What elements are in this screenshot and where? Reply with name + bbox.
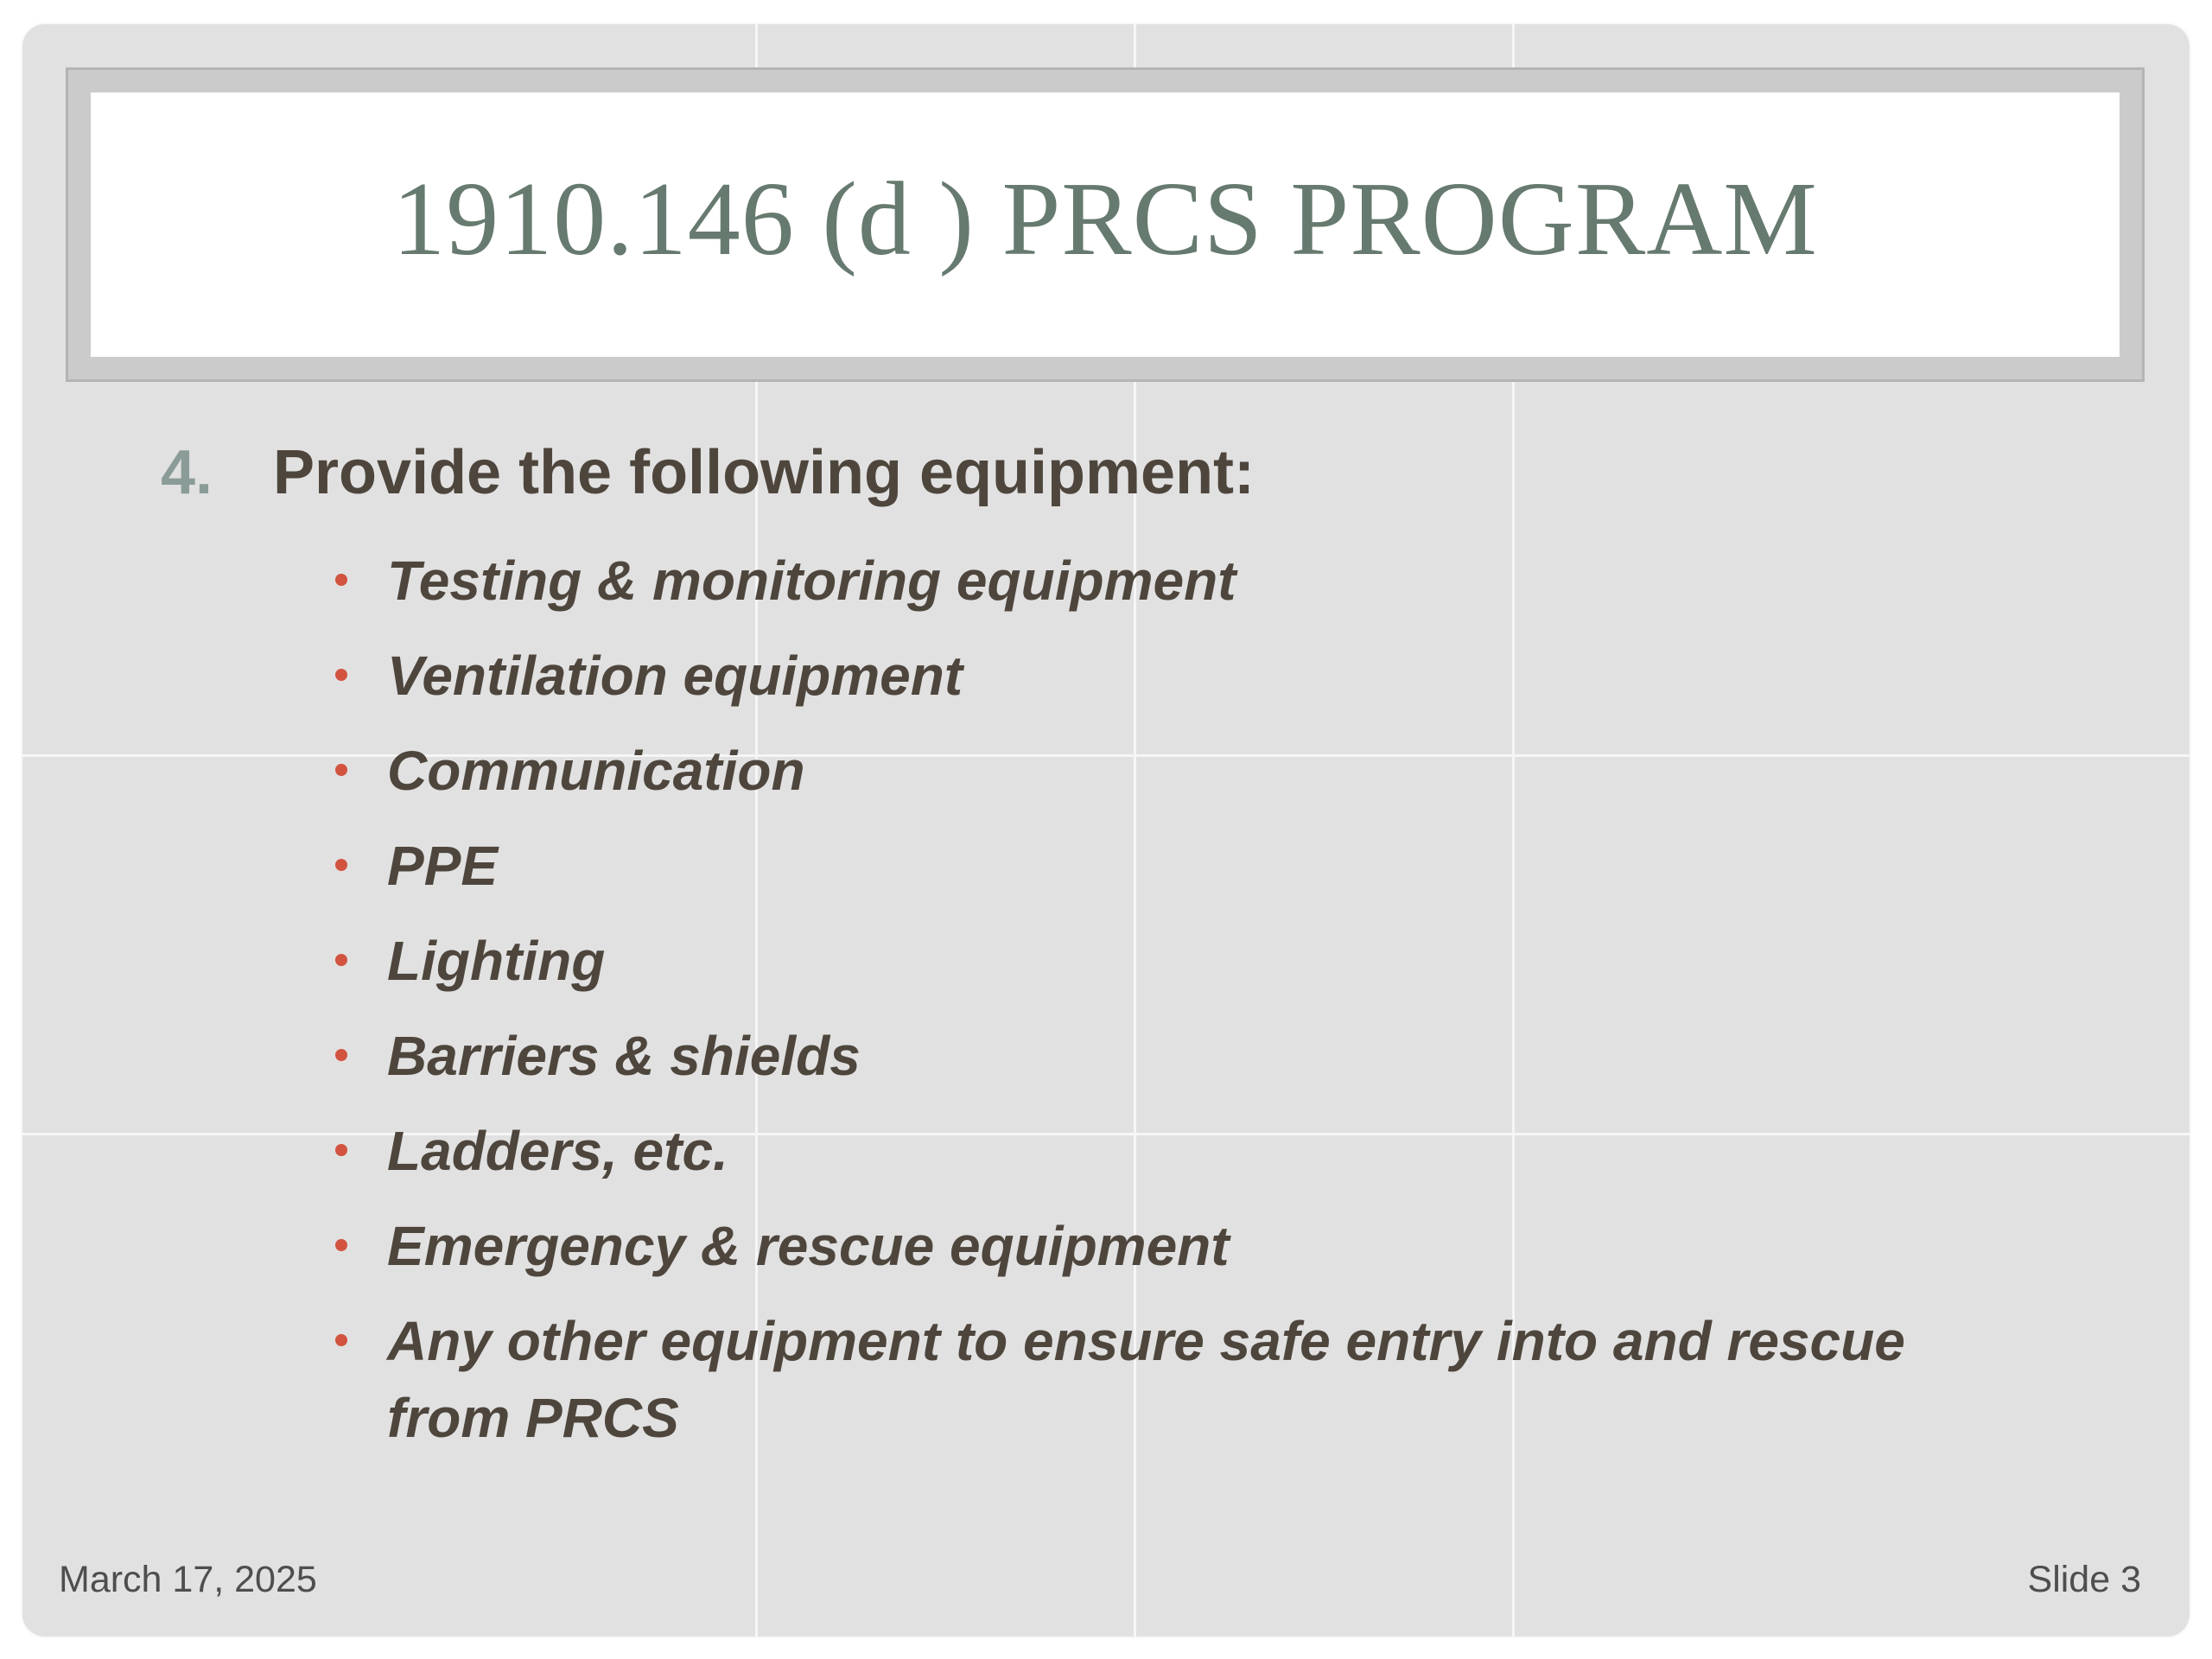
bullet-item — [315, 1208, 2043, 1285]
bullet-text: Communication — [387, 740, 805, 802]
item-number: 4. — [161, 438, 213, 507]
bullet-item — [315, 543, 2043, 620]
item-text: Provide the following equipment: — [273, 438, 1255, 507]
slide — [22, 24, 2190, 1637]
bullet-dot-icon — [335, 1334, 347, 1346]
bullet-text: PPE — [387, 835, 499, 897]
bullet-item — [315, 828, 2043, 905]
bullet-dot-icon — [335, 954, 347, 966]
footer-date: March 17, 2025 — [59, 1559, 317, 1600]
slide-content — [22, 24, 2190, 1637]
bullet-dot-icon — [335, 859, 347, 871]
numbered-item — [161, 437, 1255, 508]
bullet-dot-icon — [335, 1239, 347, 1251]
slide-number: Slide 3 — [2027, 1559, 2141, 1600]
bullet-text: Barriers & shields — [387, 1025, 861, 1087]
bullet-item — [315, 638, 2043, 715]
bullet-dot-icon — [335, 1144, 347, 1156]
bullet-dot-icon — [335, 1049, 347, 1061]
bullet-item — [315, 1303, 2043, 1457]
bullet-dot-icon — [335, 764, 347, 776]
bullet-item — [315, 1018, 2043, 1095]
bullet-list — [315, 543, 2043, 1475]
bullet-text: Ventilation equipment — [387, 645, 963, 707]
bullet-text: Ladders, etc. — [387, 1120, 728, 1182]
bullet-item — [315, 1113, 2043, 1190]
bullet-dot-icon — [335, 669, 347, 681]
bullet-text: Lighting — [387, 930, 606, 992]
bullet-text: Testing & monitoring equipment — [387, 550, 1236, 612]
bullet-dot-icon — [335, 574, 347, 586]
bullet-item — [315, 733, 2043, 810]
bullet-text: Emergency & rescue equipment — [387, 1215, 1230, 1277]
bullet-item — [315, 923, 2043, 1000]
slide-title: 1910.146 (d ) PRCS PROGRAM — [392, 161, 1818, 277]
bullet-text: Any other equipment to ensure safe entry into and rescue from PRCS — [387, 1310, 1905, 1449]
